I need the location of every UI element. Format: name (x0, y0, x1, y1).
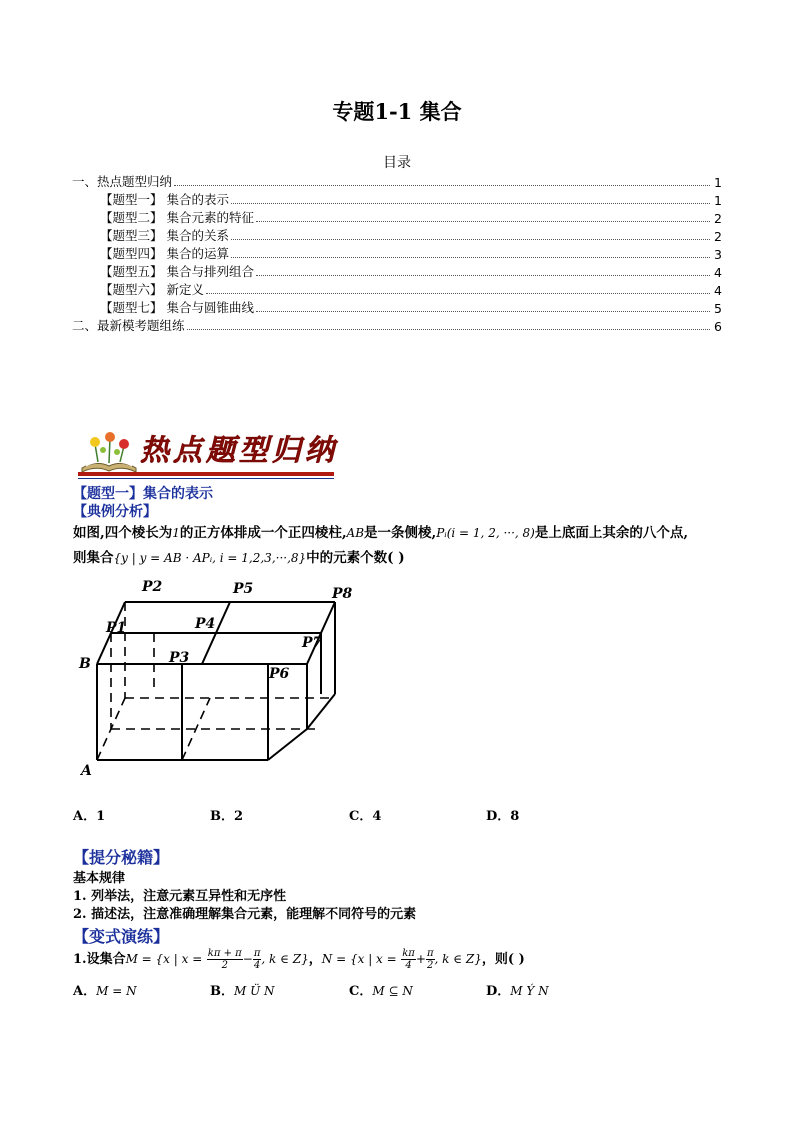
toc-item-label: 一、热点题型归纳 (72, 174, 173, 189)
choice-letter: B． (210, 984, 234, 999)
toc-item[interactable] (72, 172, 722, 190)
practice-choice-a[interactable] (73, 980, 137, 999)
example-question-line-1 (73, 521, 688, 541)
toc-item[interactable] (100, 226, 722, 244)
choice-letter: D． (486, 984, 511, 999)
toc-item-page: 6 (714, 319, 722, 334)
figure-label-a: A (81, 763, 92, 779)
math-segment-ab: AB (346, 526, 365, 540)
banner-underline-thin (78, 478, 334, 479)
fraction (426, 948, 435, 971)
toc-item[interactable] (72, 316, 722, 334)
toc-item-label: 【题型七】 集合与圆锥曲线 (100, 300, 254, 315)
tips-rule-2: 2. 描述法，注意准确理解集合元素，能理解不同符号的元素 (73, 907, 417, 922)
figure-label-p5: P5 (233, 581, 254, 597)
toc-item-page: 2 (714, 229, 722, 244)
page-title: 专题1-1 集合 (332, 99, 462, 124)
example-question-line-2 (73, 546, 405, 566)
tips-heading: 【提分秘籍】 (73, 848, 170, 867)
toc-item-label: 【题型六】 新定义 (100, 282, 204, 297)
text-run: 是上底面上其余的八个点, (534, 525, 689, 541)
toc-leader (231, 239, 710, 240)
toc-item-label: 二、最新模考题组练 (72, 318, 185, 333)
text-run: 是一条侧棱, (364, 525, 437, 541)
fraction-numerator: π (426, 948, 434, 959)
toc-leader (256, 221, 710, 222)
fraction-denominator: 4 (253, 960, 261, 971)
math-number: 1 (172, 526, 180, 540)
banner-underline (78, 472, 334, 476)
figure-label-p7: P7 (302, 635, 323, 651)
toc-item-page: 3 (714, 247, 722, 262)
toc-leader (256, 311, 710, 312)
example-choice-c[interactable]: C．4 (349, 809, 382, 824)
math-set-tail: , k ∈ Z} (434, 952, 482, 966)
toc-item-page: 1 (714, 193, 722, 208)
toc-item-label: 【题型五】 集合与排列组合 (100, 264, 254, 279)
toc-heading: 目录 (383, 155, 411, 171)
toc-leader (231, 257, 710, 258)
toc-item-label: 【题型四】 集合的运算 (100, 246, 229, 261)
math-operator: − (242, 952, 253, 966)
tips-subheading: 基本规律 (73, 871, 126, 886)
toc-item-page: 1 (714, 175, 722, 190)
practice-heading: 【变式演练】 (73, 927, 170, 946)
fraction-denominator: 2 (221, 960, 228, 971)
toc-leader (231, 203, 710, 204)
toc-leader (256, 275, 710, 276)
practice-choice-b[interactable] (210, 980, 275, 999)
choice-expression: M Ü N (234, 984, 275, 998)
text-run: 如图,四个棱长为 (73, 525, 173, 541)
practice-question-1 (73, 948, 525, 971)
toc-item-page: 4 (714, 265, 722, 280)
question-type-text: 集合的表示 (143, 486, 213, 502)
toc-item[interactable] (100, 280, 722, 298)
text-run: 的正方体排成一个正四棱柱, (179, 525, 347, 541)
toc-item-page: 2 (714, 211, 722, 226)
choice-expression: M ⊆ N (372, 984, 413, 998)
figure-label-p3: P3 (169, 650, 190, 666)
toc-item[interactable] (100, 208, 722, 226)
toc-item[interactable] (100, 262, 722, 280)
figure-label-p8: P8 (332, 586, 353, 602)
toc-leader (174, 185, 710, 186)
question-type-heading (73, 483, 213, 503)
text-run: 中的元素个数( ) (306, 550, 405, 566)
choice-expression: M = N (96, 984, 137, 998)
toc-item-page: 4 (714, 283, 722, 298)
figure-label-p4: P4 (195, 616, 216, 632)
practice-choice-c[interactable] (349, 980, 413, 999)
math-set-n: N = {x | x = (321, 952, 397, 966)
figure-label-p6: P6 (269, 666, 290, 682)
fraction-denominator: 4 (405, 960, 412, 971)
math-points: Pᵢ(i = 1, 2, ···, 8) (436, 526, 535, 540)
toc-item[interactable] (100, 298, 722, 316)
text-run: ， (308, 952, 322, 967)
example-choice-a[interactable]: A．1 (73, 809, 106, 824)
prism-figure (72, 574, 362, 784)
example-heading: 【典例分析】 (73, 504, 157, 520)
toc-item[interactable] (100, 190, 722, 208)
text-run: 1.设集合 (73, 952, 126, 967)
toc-item[interactable] (100, 244, 722, 262)
text-run: 则集合 (73, 550, 114, 566)
toc-item-label: 【题型一】 集合的表示 (100, 192, 229, 207)
toc-item-label: 【题型三】 集合的关系 (100, 228, 229, 243)
toc-item-page: 5 (714, 301, 722, 316)
fraction (401, 948, 416, 971)
fraction-numerator: kπ + π (207, 948, 242, 959)
fraction-numerator: kπ (402, 948, 415, 959)
example-choice-b[interactable]: B．2 (210, 809, 244, 824)
section-banner-title: 热点题型归纳 (140, 433, 339, 467)
choice-expression: M Ý N (510, 984, 549, 998)
math-operator: + (415, 952, 426, 966)
math-set-tail: , k ∈ Z} (261, 952, 309, 966)
example-choice-d[interactable]: D．8 (486, 809, 520, 824)
math-set-expression: {y | y = AB · APᵢ, i = 1,2,3,···,8} (113, 551, 307, 565)
fraction (207, 948, 243, 971)
text-run: ，则( ) (481, 952, 525, 967)
figure-label-p2: P2 (142, 579, 163, 595)
fraction-numerator: π (253, 948, 261, 959)
choice-letter: C． (349, 984, 373, 999)
figure-label-b: B (79, 656, 91, 672)
toc-leader (187, 329, 710, 330)
fraction-denominator: 2 (427, 960, 434, 971)
practice-choice-d[interactable] (486, 980, 549, 999)
figure-label-p1: P1 (106, 620, 127, 636)
choice-letter: A． (73, 984, 97, 999)
open-book-flowers-icon (78, 430, 140, 474)
question-type-bracket: 【题型一】 (73, 486, 143, 502)
math-set-m: M = {x | x = (125, 952, 203, 966)
toc-item-label: 【题型二】 集合元素的特征 (100, 210, 254, 225)
tips-rule-1: 1. 列举法，注意元素互异性和无序性 (73, 889, 287, 904)
toc-leader (206, 293, 710, 294)
